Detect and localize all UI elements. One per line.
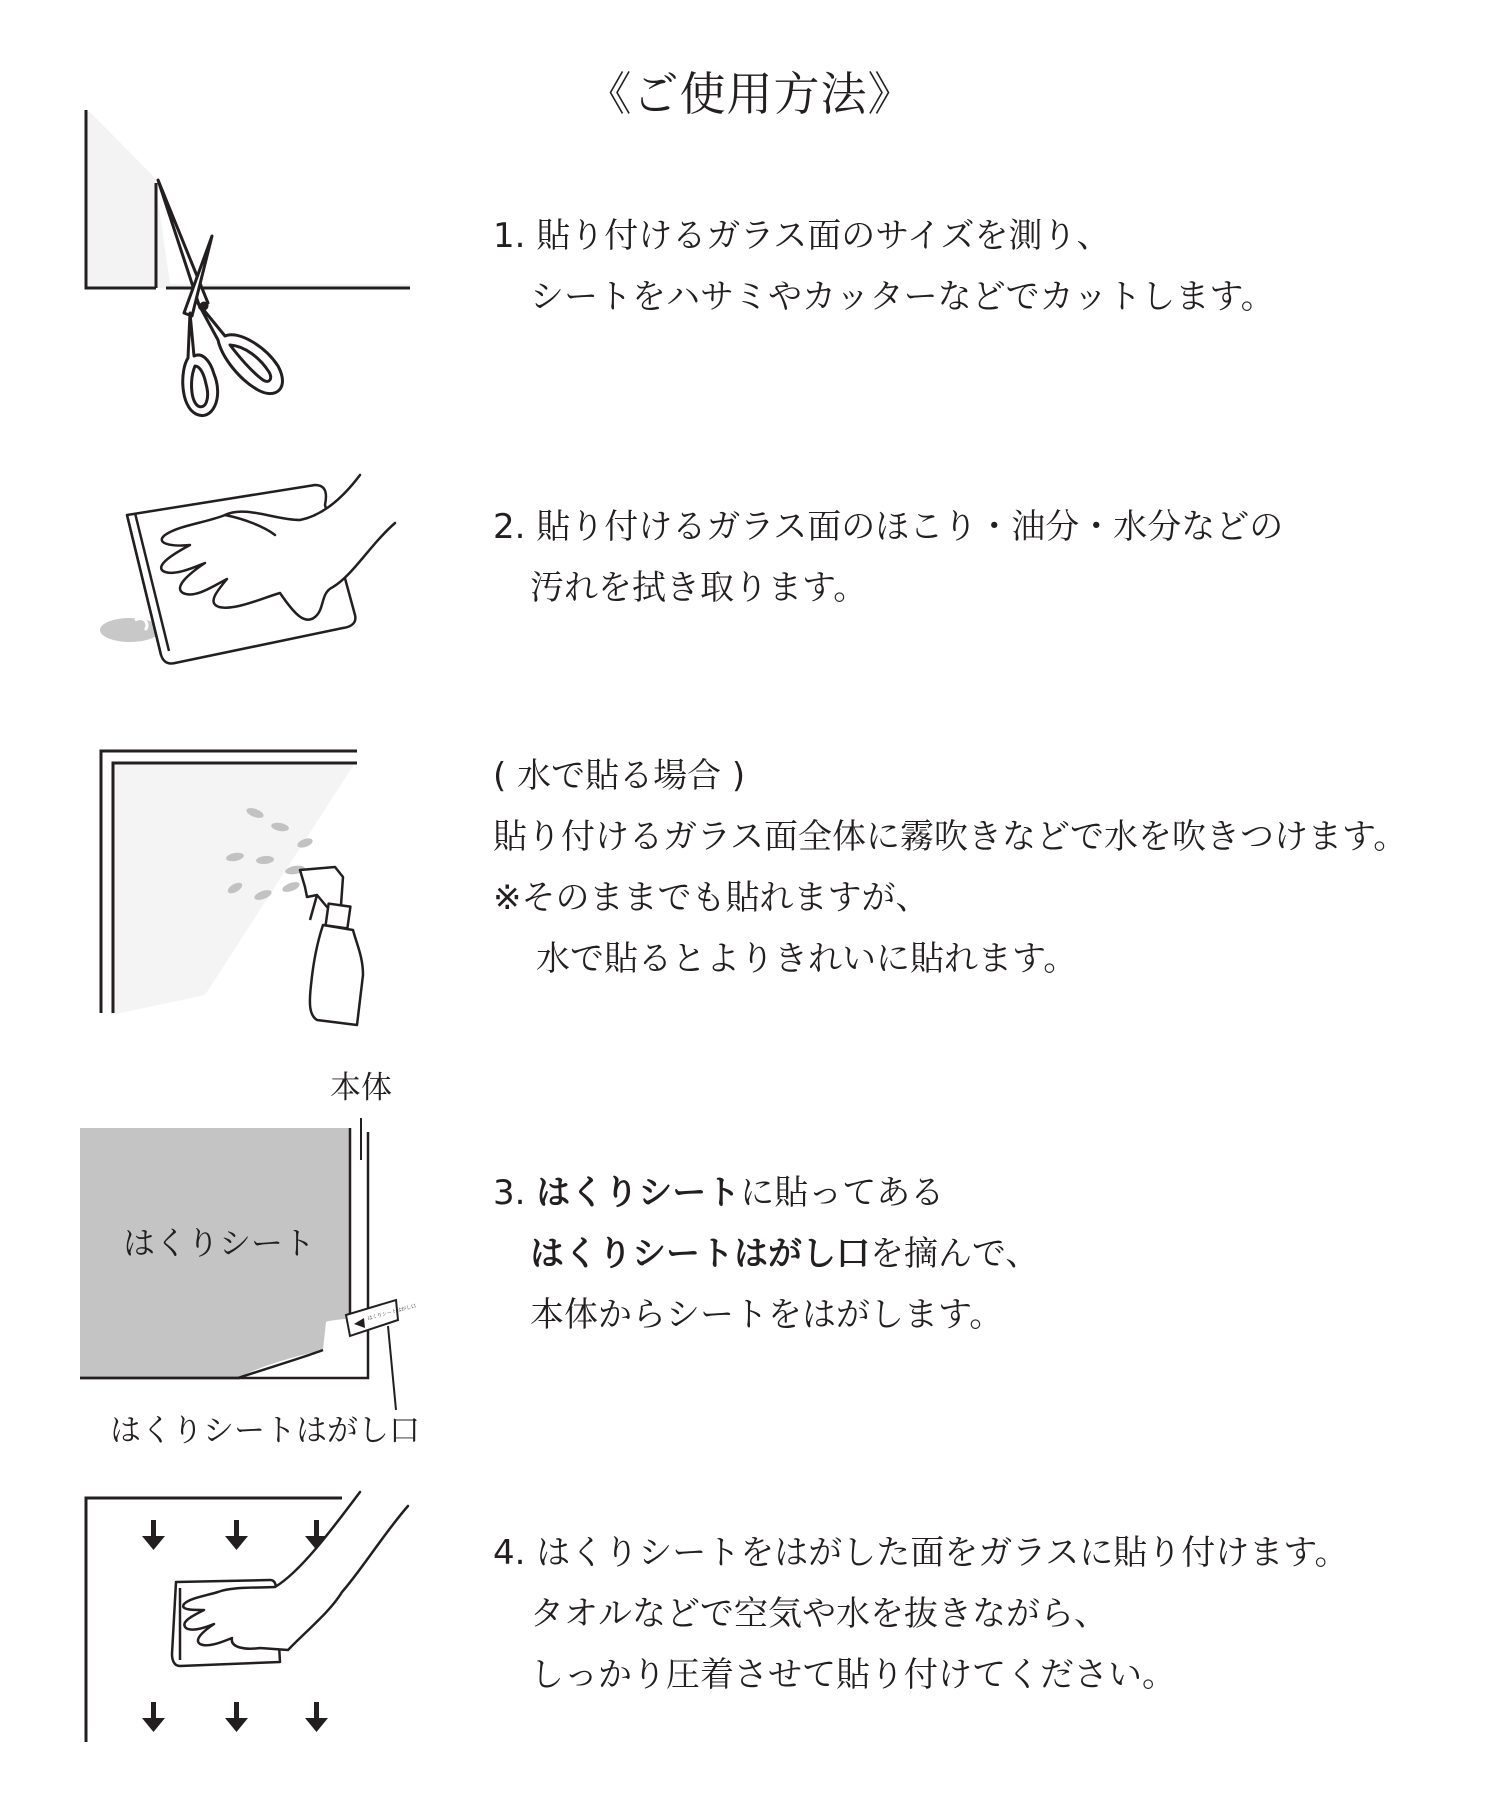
- step3-rest1: に貼ってある: [740, 1173, 945, 1213]
- scissors-icon: [158, 180, 282, 416]
- step2-line2: 汚れを拭き取ります。: [530, 568, 868, 608]
- water-line1: 貼り付けるガラス面全体に霧吹きなどで水を吹きつけます。: [493, 817, 1408, 857]
- page-title: 《ご使用方法》: [585, 67, 915, 121]
- step4-line3: しっかり圧着させて貼り付けてください。: [530, 1655, 1176, 1695]
- label-sheet: はくりシート: [123, 1224, 316, 1262]
- peel-tab-text: はくりシートはがし口: [366, 1303, 417, 1322]
- step2-text: [493, 497, 1283, 619]
- step4-line2: タオルなどで空気や水を抜きながら、: [530, 1594, 1108, 1634]
- step3-bold2: はくりシートはがし口: [530, 1234, 870, 1274]
- dirt-spot-icon: [100, 618, 160, 642]
- step1-text: [493, 206, 1275, 328]
- step1-line2: シートをハサミやカッターなどでカットします。: [530, 277, 1275, 317]
- hand-icon: [183, 1492, 408, 1650]
- press-illustration: [80, 1492, 420, 1752]
- step3-line3: 本体からシートをはがします。: [530, 1295, 1004, 1335]
- step3-bold1: はくりシート: [536, 1173, 741, 1213]
- label-peel-tab: はくりシートはがし口: [110, 1413, 420, 1449]
- water-heading: ( 水で貼る場合 ): [493, 756, 746, 796]
- peel-tab-icon: [346, 1300, 417, 1336]
- spray-illustration: [95, 745, 415, 1025]
- step3-line1: [493, 1163, 1039, 1224]
- wiping-illustration: [95, 475, 415, 675]
- water-text: [493, 746, 1407, 990]
- step3-rest2: を摘んで、: [870, 1234, 1040, 1274]
- step3-line2: [493, 1224, 1039, 1285]
- step4-line1: 4. はくりシートをはがした面をガラスに貼り付けます。: [493, 1533, 1349, 1573]
- step4-text: [493, 1523, 1349, 1706]
- step2-line1: 2. 貼り付けるガラス面のほこり・油分・水分などの: [493, 507, 1284, 547]
- step3-prefix: 3.: [493, 1173, 537, 1213]
- scissors-cut-illustration: [80, 108, 420, 428]
- step3-text: [493, 1163, 1039, 1346]
- water-note1: ※そのままでも貼れますが、: [493, 878, 930, 918]
- water-note2: 水で貼るとよりきれいに貼れます。: [536, 939, 1078, 979]
- step1-line1: 1. 貼り付けるガラス面のサイズを測り、: [493, 216, 1111, 256]
- spray-bottle-icon: [300, 867, 363, 1025]
- label-body: 本体: [330, 1070, 392, 1106]
